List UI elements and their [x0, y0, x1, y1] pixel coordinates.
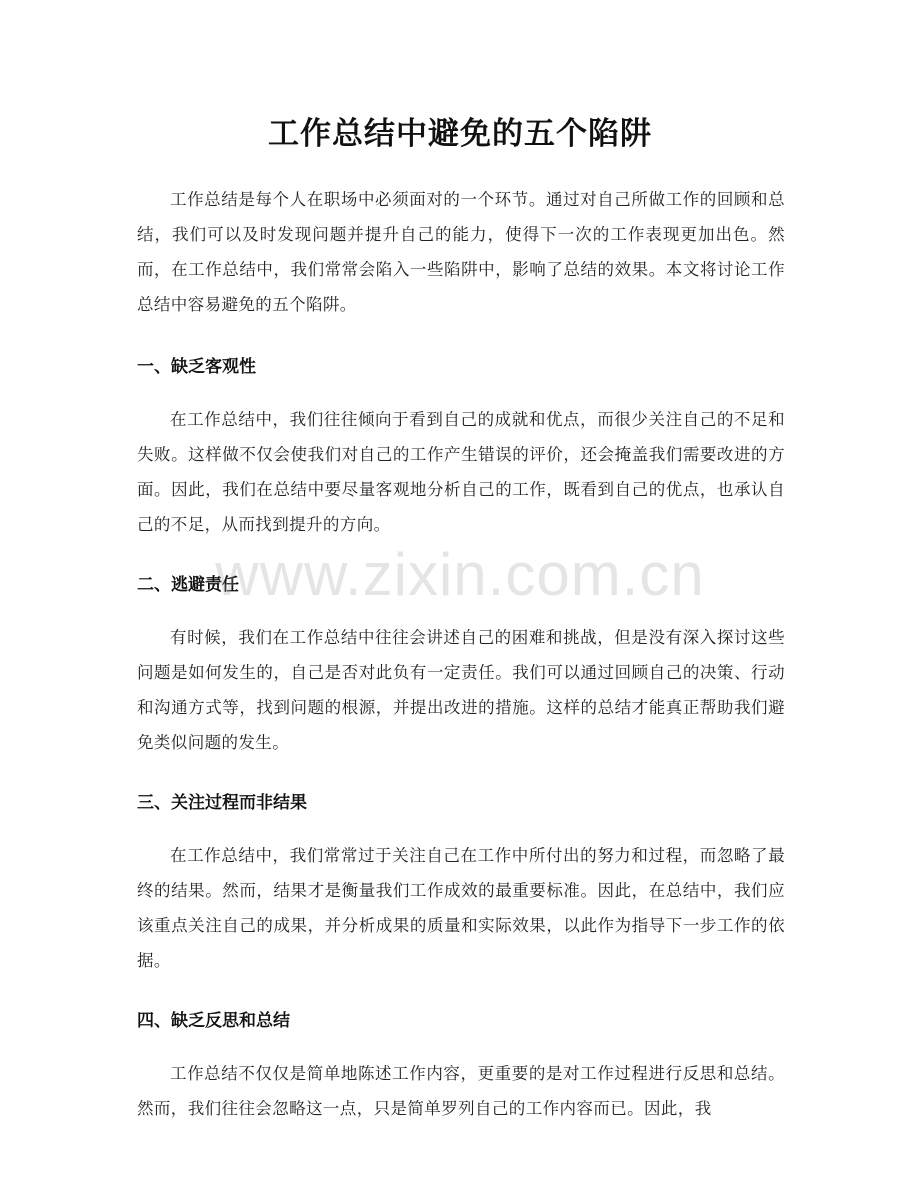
- section-paragraph: 工作总结不仅仅是简单地陈述工作内容，更重要的是对工作过程进行反思和总结。然而，我们往往会忽略这一点，只是简单罗列自己的工作内容而已。因此，我: [137, 1064, 785, 1118]
- section-heading: 三、关注过程而非结果: [137, 793, 307, 813]
- section-heading: 一、缺乏客观性: [137, 357, 256, 377]
- section-3: [137, 786, 785, 978]
- section-4: [137, 1004, 785, 1126]
- section-2: [137, 568, 785, 760]
- section-1: [137, 350, 785, 542]
- document-body: [137, 182, 785, 1126]
- intro-paragraph: 工作总结是每个人在职场中必须面对的一个环节。通过对自己所做工作的回顾和总结，我们可以及时发现问题并提升自己的能力，使得下一次的工作表现更加出色。然而，在工作总结中，我们常常会陷入一些陷阱中，影响了总结的效果。本文将讨论工作总结中容易避免的五个陷阱。: [137, 190, 785, 314]
- document-title: 工作总结中避免的五个陷阱: [268, 116, 652, 152]
- section-paragraph: 在工作总结中，我们常常过于关注自己在工作中所付出的努力和过程，而忽略了最终的结果。然而，结果才是衡量我们工作成效的最重要标准。因此，在总结中，我们应该重点关注自己的成果，并分析成果的质量和实际效果，以此作为指导下一步工作的依据。: [137, 846, 785, 970]
- section-paragraph: 有时候，我们在工作总结中往往会讲述自己的困难和挑战，但是没有深入探讨这些问题是如何发生的，自己是否对此负有一定责任。我们可以通过回顾自己的决策、行动和沟通方式等，找到问题的根源，并提出改进的措施。这样的总结才能真正帮助我们避免类似问题的发生。: [137, 628, 785, 752]
- watermark: www.zixin.com.cn: [215, 541, 705, 608]
- section-heading: 四、缺乏反思和总结: [137, 1011, 290, 1031]
- section-paragraph: 在工作总结中，我们往往倾向于看到自己的成就和优点，而很少关注自己的不足和失败。这样做不仅会使我们对自己的工作产生错误的评价，还会掩盖我们需要改进的方面。因此，我们在总结中要尽量客观地分析自己的工作，既看到自己的优点，也承认自己的不足，从而找到提升的方向。: [137, 410, 785, 534]
- section-heading: 二、逃避责任: [137, 575, 239, 595]
